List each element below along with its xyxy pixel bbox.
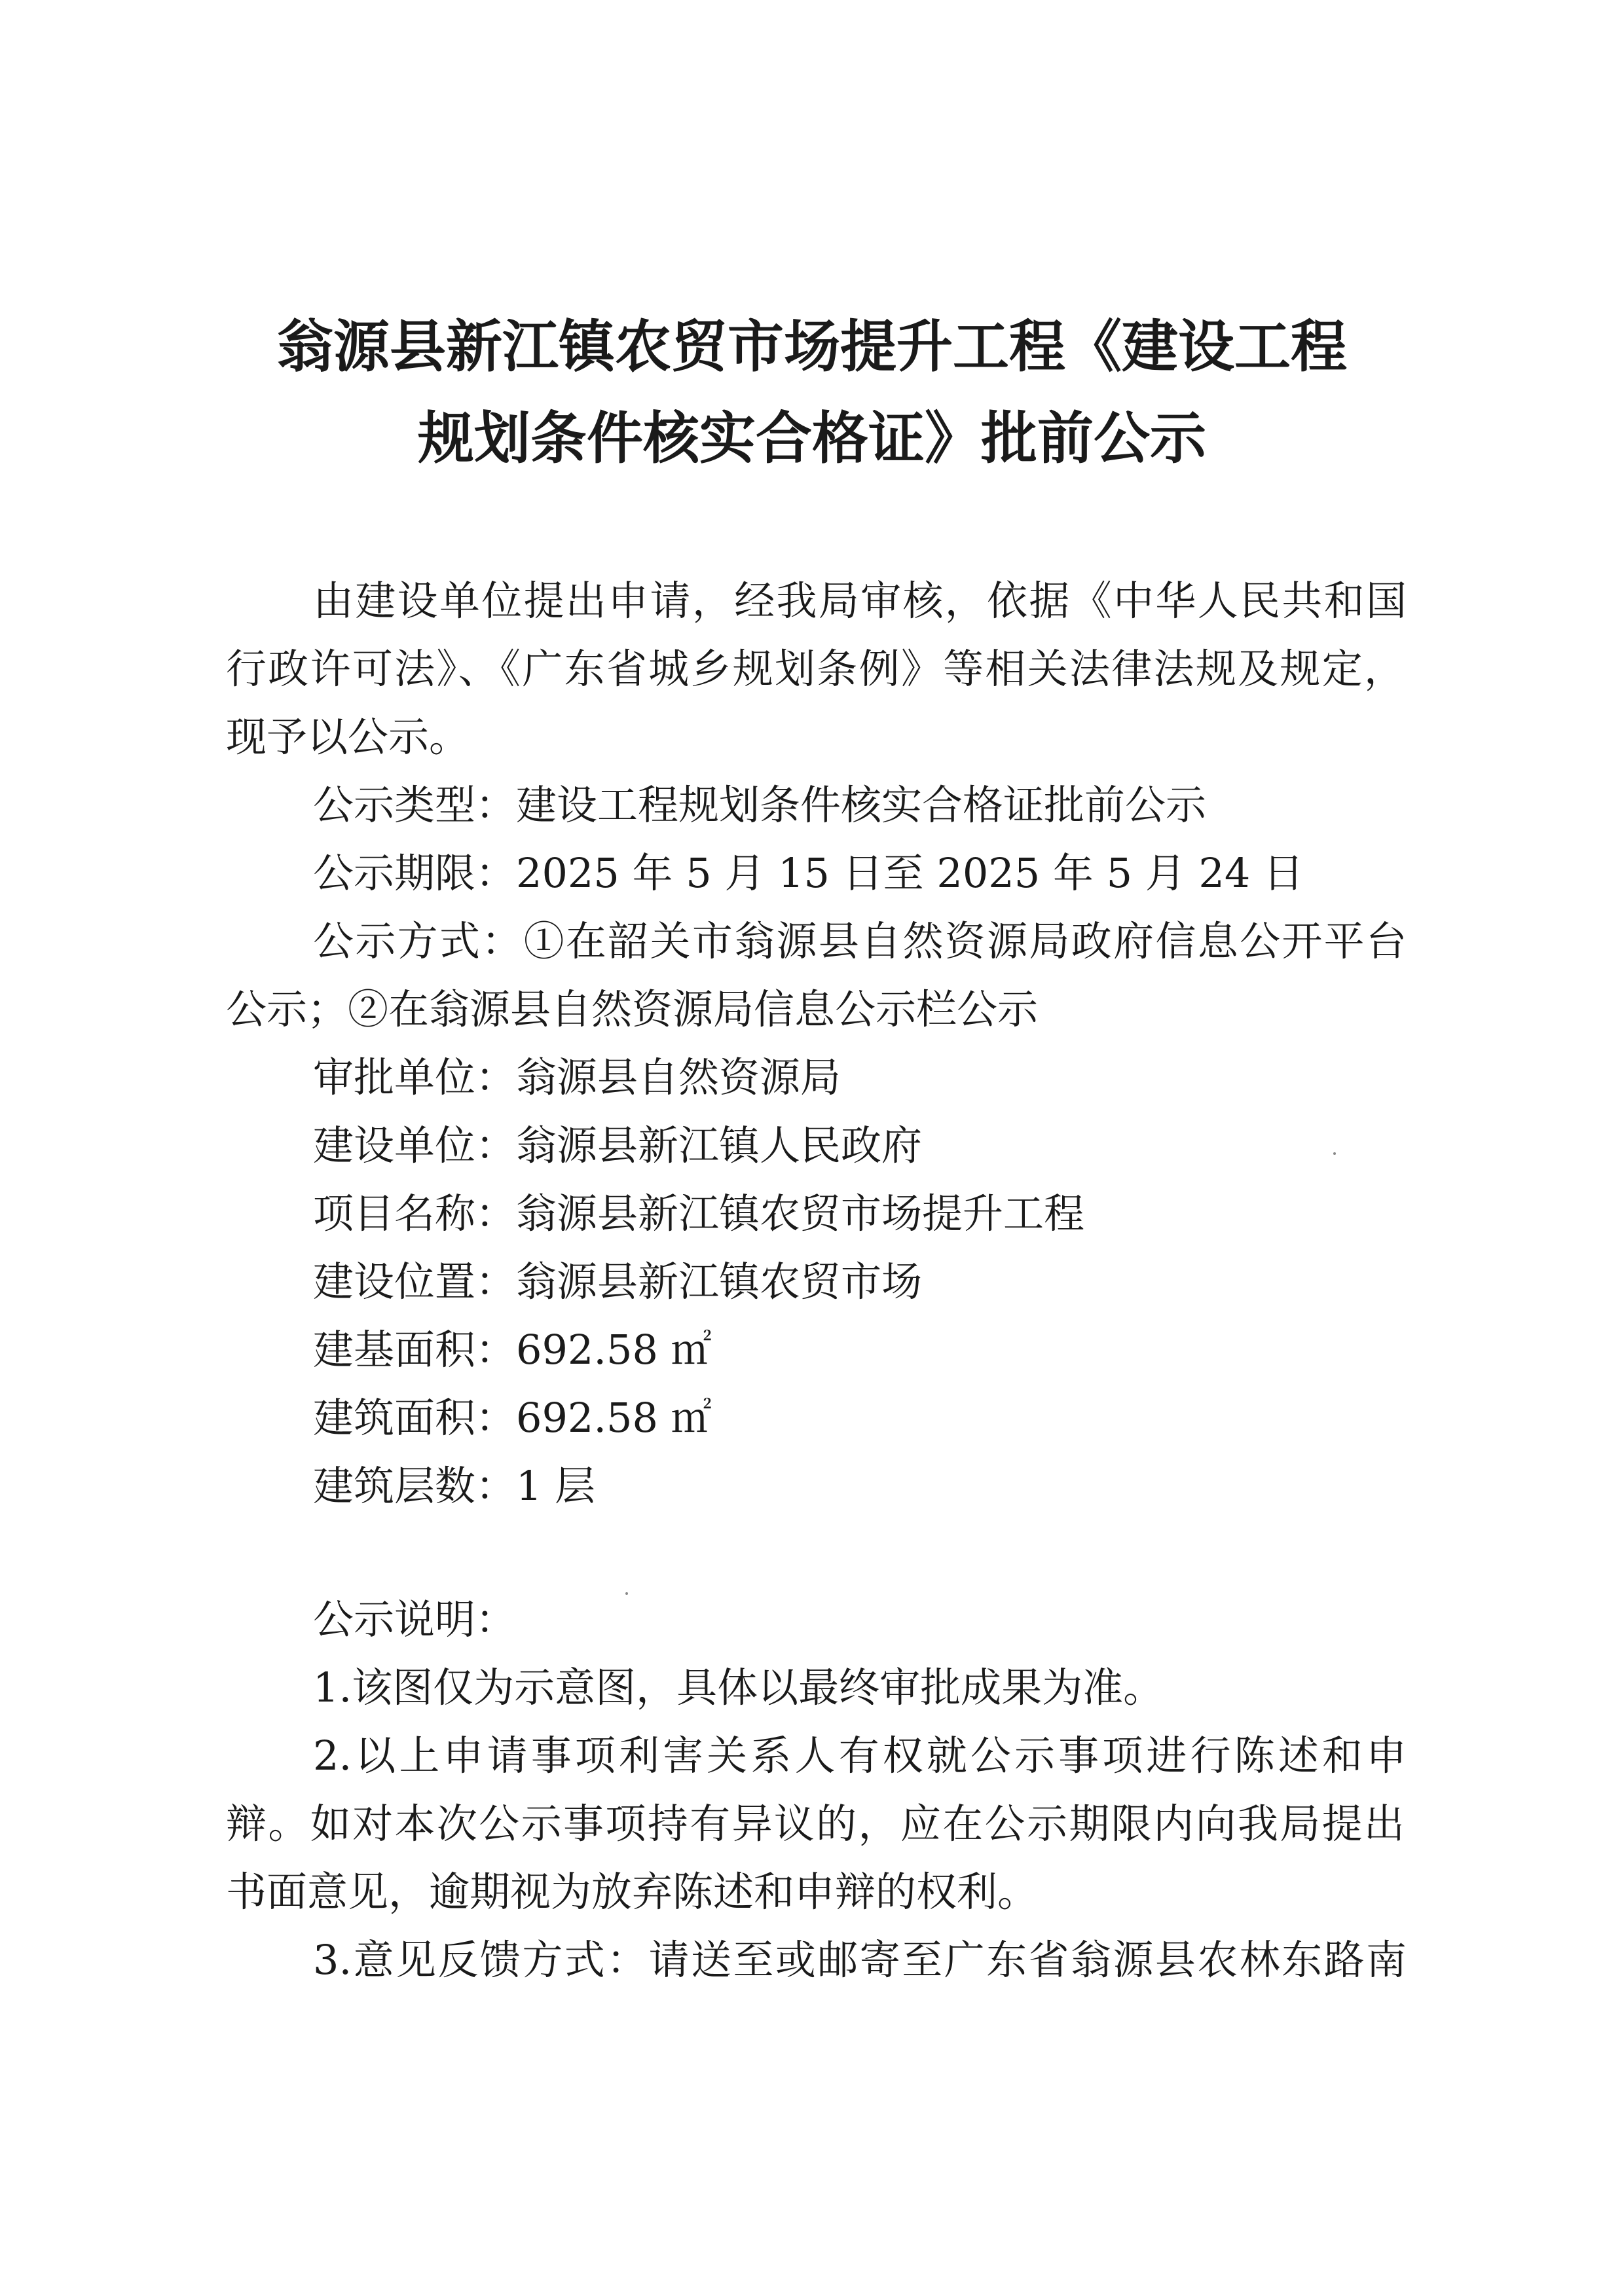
intro-paragraph-line-2: 行政许可法》、《广东省城乡规划条例》等相关法律法规及规定， — [226, 645, 1405, 693]
notes-heading: 公示说明： — [313, 1595, 517, 1643]
field-notice-method-line-2: 公示；②在翁源县自然资源局信息公示栏公示 — [226, 985, 1039, 1033]
field-notice-period: 公示期限：2025 年 5 月 15 日至 2025 年 5 月 24 日 — [313, 849, 1304, 897]
note-item-2-line-2: 辩。如对本次公示事项持有异议的，应在公示期限内向我局提出 — [226, 1800, 1405, 1848]
scan-speck — [1333, 1152, 1336, 1155]
field-floor-count: 建筑层数：1 层 — [313, 1462, 596, 1510]
scan-speck — [625, 1592, 628, 1595]
field-notice-type: 公示类型：建设工程规划条件核实合格证批前公示 — [313, 781, 1207, 829]
field-construction-unit: 建设单位：翁源县新江镇人民政府 — [313, 1121, 923, 1169]
field-project-name: 项目名称：翁源县新江镇农贸市场提升工程 — [313, 1190, 1085, 1237]
field-construction-location: 建设位置：翁源县新江镇农贸市场 — [313, 1258, 923, 1305]
note-item-1: 1.该图仅为示意图，具体以最终审批成果为准。 — [313, 1664, 1164, 1711]
note-item-2-line-1: 2.以上申请事项利害关系人有权就公示事项进行陈述和申 — [313, 1732, 1407, 1779]
intro-paragraph-line-3: 现予以公示。 — [226, 713, 470, 761]
document-title-line-2: 规划条件核实合格证》批前公示 — [418, 405, 1206, 471]
field-floor-area: 建筑面积：692.58 ㎡ — [313, 1394, 712, 1442]
intro-paragraph-line-1: 由建设单位提出申请，经我局审核，依据《中华人民共和国 — [313, 577, 1407, 625]
field-base-area: 建基面积：692.58 ㎡ — [313, 1326, 712, 1374]
field-notice-method-line-1: 公示方式：①在韶关市翁源县自然资源局政府信息公开平台 — [313, 917, 1407, 965]
note-item-2-line-3: 书面意见，逾期视为放弃陈述和申辩的权利。 — [226, 1868, 1039, 1916]
field-approval-unit: 审批单位：翁源县自然资源局 — [313, 1053, 841, 1101]
note-item-3-line-1: 3.意见反馈方式：请送至或邮寄至广东省翁源县农林东路南 — [313, 1936, 1407, 1984]
document-title-line-1: 翁源县新江镇农贸市场提升工程《建设工程 — [277, 314, 1347, 380]
